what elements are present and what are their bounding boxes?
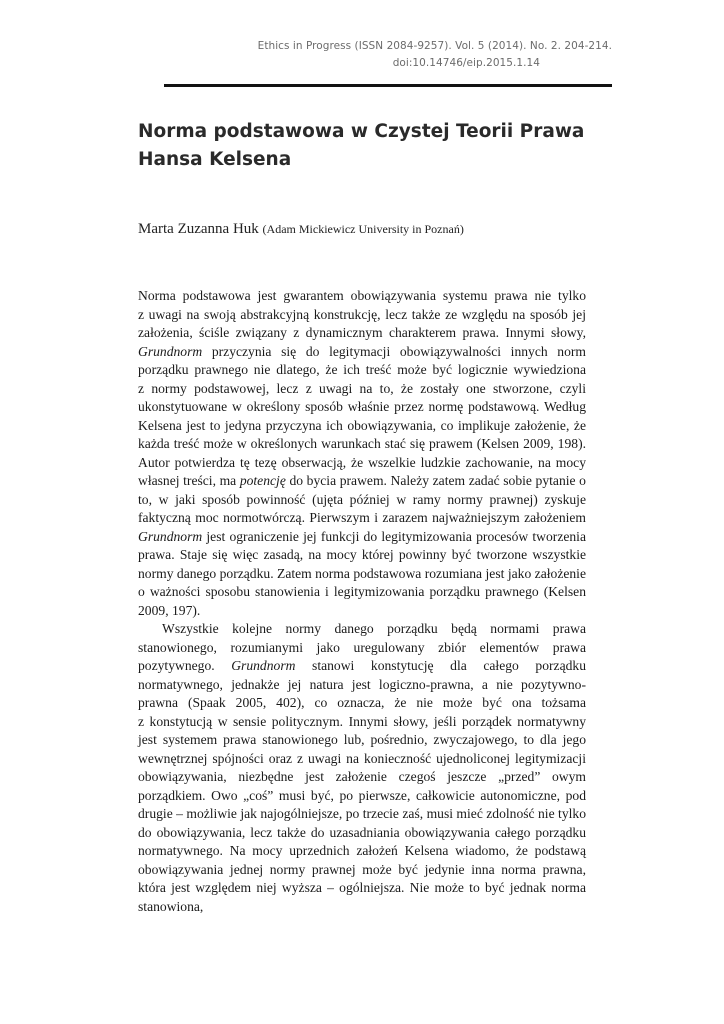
article-body [138,287,586,916]
author-affiliation: (Adam Mickiewicz University in Poznań) [262,222,464,236]
paragraph-text: do bycia prawem. Należy zatem zadać sobie pytanie o to, w jaki sposób powinność (ujęta później w ramy normy prawnej) zyskuje faktyczną moc normotwórczą. Pierwszym i zarazem najważniejszym założeniem [138,473,586,525]
italic-term: Grundnorm [138,528,203,544]
article-title: Norma podstawowa w Czystej Teorii Prawa Hansa Kelsena [138,121,585,170]
citation-line-1: Ethics in Progress (ISSN 2084-9257). Vol. 5 (2014). No. 2. 204-214. [257,40,612,52]
italic-term: potencję [239,473,286,488]
author-name: Marta Zuzanna Huk [138,221,259,237]
author-line [138,221,608,238]
paragraph-text: Wszystkie kolejne normy danego porządku będą normami prawa stanowionego, rozumianymi jako uregulowany zbiór elementów prawa pozytywnego. [138,621,586,673]
paragraph-2 [138,620,586,916]
paragraph-text: Norma podstawowa jest gwarantem obowiązywania systemu prawa nie tylko z uwagi na swoją abstrakcyjną konstrukcję, lecz także ze względu na sposób jej założenia, ściśle związany z dynamicznym charakterem prawa. Innymi słowy, [138,288,586,340]
paragraph-text: stanowi konstytucję dla całego porządku normatywnego, jednakże jej natura jest logiczno-prawna, a nie pozytywno-prawna (Spaak 2005, 402), co oznacza, że nie może być ona tożsama z konstytucją w sensie politycznym. Innymi słowy, jeśli porządek normatywny jest systemem prawa stanowionego lub, pośrednio, zwyczajowego, to dla jego wewnętrznej spójności oraz z uwagi na konieczność ujednoliconej legitymizacji obowiązywania, niezbędne jest założenie czegoś jeszcze „przed” owym porządkiem. Owo „coś” musi być, po pierwsze, całkowicie autonomiczne, pod drugie – możliwie jak najogólniejsze, po trzecie zaś, musi mieć zdolność nie tylko do obowiązywania, lecz także do uzasadniania obowiązywania całego porządku normatywnego. Na mocy uprzednich założeń Kelsena wiadomo, że podstawą obowiązywania jednej normy prawnej może być jedynie inna norma prawna, która jest względem niej wyższa – ogólniejsza. Nie może to być jednak norma stanowiona, [138,658,586,914]
paragraph-text: przyczynia się do legitymacji obowiązywalności innych norm porządku prawnego nie dlatego, że ich treść może być logicznie wywiedziona z normy podstawowej, lecz z uwagi na to, że zostały one stworzone, czyli ukonstytuowane w określony sposób właśnie przez normę podstawową. Według Kelsena jest to jedyna przyczyna ich obowiązywania, co implikuje założenie, że każda treść może w określonych warunkach stać się prawem (Kelsen 2009, 198). Autor potwierdza tę tezę obserwacją, że wszelkie ludzkie zachowanie, na mocy własnej treści, ma [138,343,586,488]
citation-doi-line: doi:10.14746/eip.2015.1.14 [392,57,540,69]
header-divider [164,84,612,87]
paragraph-1 [138,287,586,620]
paragraph-text: jest ograniczenie jej funkcji do legitymizowania procesów tworzenia prawa. Staje się więc zasadą, na mocy której powinny być tworzone wszystkie normy danego porządku. Zatem norma podstawowa rozumiana jest jako założenie o ważności sposobu stanowienia i legitymizowania porządku prawnego (Kelsen 2009, 197). [138,528,586,618]
journal-citation-header [164,38,612,72]
italic-term: Grundnorm [231,658,296,673]
italic-term: Grundnorm [138,343,203,359]
